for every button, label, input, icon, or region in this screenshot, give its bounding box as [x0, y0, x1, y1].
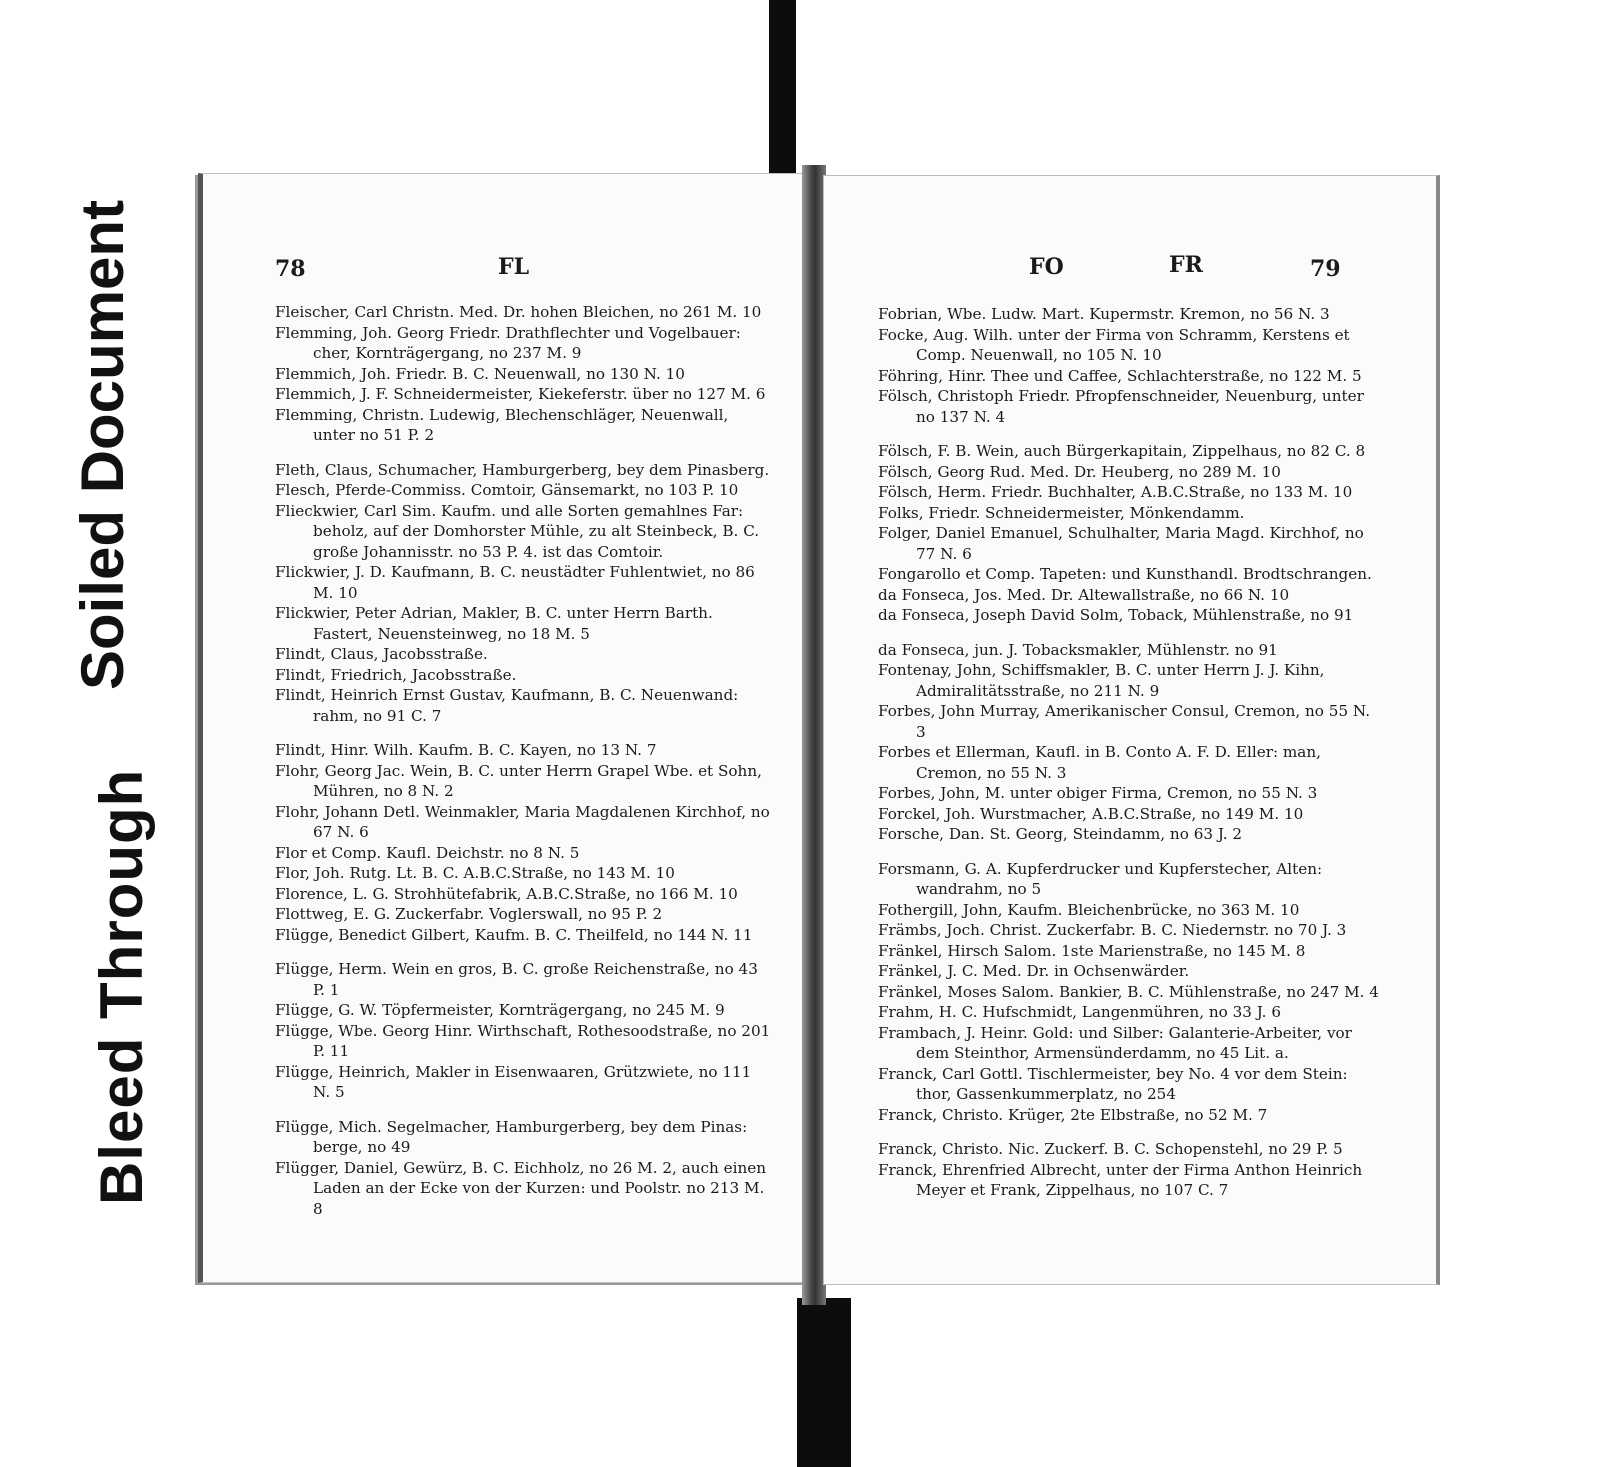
binding-strap-bottom — [797, 1298, 851, 1467]
directory-entry: Franck, Carl Gottl. Tischlermeister, bey No. 4 vor dem Stein: thor, Gassenkummerplatz, no 254 — [878, 1064, 1348, 1103]
right-page-header-left: FO — [1029, 254, 1064, 280]
directory-entry: Forbes, John, M. unter obiger Firma, Cremon, no 55 N. 3 — [878, 784, 1318, 802]
directory-entry: Franck, Christo. Krüger, 2te Elbstraße, no 52 M. 7 — [878, 1105, 1268, 1124]
directory-entry: Flickwier, Peter Adrian, Makler, B. C. unter Herrn Barth. Fastert, Neuensteinweg, no 18 M. 5 — [275, 604, 713, 643]
directory-entry: Flindt, Claus, Jacobsstraße. — [275, 645, 488, 663]
right-entries — [878, 304, 1383, 1201]
directory-entry: Flesch, Pferde-Commiss. Comtoir, Gänsemarkt, no 103 P. 10 — [275, 481, 739, 499]
directory-entry: Flügge, G. W. Töpfermeister, Kornträgergang, no 245 M. 9 — [275, 1001, 725, 1019]
directory-entry: Franck, Christo. Nic. Zuckerf. B. C. Schopenstehl, no 29 P. 5 — [878, 1140, 1343, 1158]
left-page — [198, 173, 810, 1283]
right-page-number: 79 — [1310, 256, 1341, 282]
directory-entry: Flügge, Heinrich, Makler in Eisenwaaren, Grützwiete, no 111 N. 5 — [275, 1062, 752, 1101]
directory-entry: Flindt, Hinr. Wilh. Kaufm. B. C. Kayen, no 13 N. 7 — [275, 741, 657, 759]
directory-entry: Forbes et Ellerman, Kaufl. in B. Conto A. F. D. Eller: man, Cremon, no 55 N. 3 — [878, 743, 1321, 782]
directory-entry: Flickwier, J. D. Kaufmann, B. C. neustädter Fuhlentwiet, no 86 M. 10 — [275, 563, 755, 602]
directory-entry: Frahm, H. C. Hufschmidt, Langenmühren, no 33 J. 6 — [878, 1003, 1281, 1021]
directory-entry: Forbes, John Murray, Amerikanischer Consul, Cremon, no 55 N. 3 — [878, 702, 1371, 741]
directory-entry: Folger, Daniel Emanuel, Schulhalter, Maria Magd. Kirchhof, no 77 N. 6 — [878, 524, 1364, 563]
bleed-through-label: Bleed Through — [88, 768, 155, 1205]
directory-entry: Fränkel, Moses Salom. Bankier, B. C. Mühlenstraße, no 247 M. 4 — [878, 982, 1379, 1001]
directory-entry: Flügge, Benedict Gilbert, Kaufm. B. C. Theilfeld, no 144 N. 11 — [275, 925, 753, 944]
directory-entry: Flor, Joh. Rutg. Lt. B. C. A.B.C.Straße, no 143 M. 10 — [275, 864, 675, 882]
left-page-header: FL — [498, 254, 530, 280]
directory-entry: Fongarollo et Comp. Tapeten: und Kunsthandl. Brodtschrangen. — [878, 565, 1372, 583]
right-page-header-right: FR — [1169, 252, 1203, 278]
directory-entry: da Fonseca, Jos. Med. Dr. Altewallstraße, no 66 N. 10 — [878, 585, 1290, 604]
directory-entry: Fölsch, F. B. Wein, auch Bürgerkapitain, Zippelhaus, no 82 C. 8 — [878, 442, 1366, 460]
directory-entry: Fölsch, Herm. Friedr. Buchhalter, A.B.C.Straße, no 133 M. 10 — [878, 483, 1353, 501]
open-book — [180, 165, 1455, 1305]
directory-entry: Fränkel, J. C. Med. Dr. in Ochsenwärder. — [878, 962, 1190, 980]
directory-entry: Flindt, Heinrich Ernst Gustav, Kaufmann, B. C. Neuenwand: rahm, no 91 C. 7 — [275, 686, 739, 725]
directory-entry: Fothergill, John, Kaufm. Bleichenbrücke, no 363 M. 10 — [878, 900, 1300, 919]
directory-entry: Fölsch, Georg Rud. Med. Dr. Heuberg, no 289 M. 10 — [878, 462, 1281, 481]
directory-entry: Föhring, Hinr. Thee und Caffee, Schlachterstraße, no 122 M. 5 — [878, 366, 1362, 385]
directory-entry: Flemming, Christn. Ludewig, Blechenschläger, Neuenwall, unter no 51 P. 2 — [275, 405, 729, 444]
directory-entry: Främbs, Joch. Christ. Zuckerfabr. B. C. Niedernstr. no 70 J. 3 — [878, 921, 1347, 939]
directory-entry: Frambach, J. Heinr. Gold: und Silber: Galanterie-Arbeiter, vor dem Steinthor, Armensünderdamm, no 45 Lit. a. — [878, 1023, 1352, 1062]
directory-entry: Flieckwier, Carl Sim. Kaufm. und alle Sorten gemahlnes Far: beholz, auf der Domhorster Mühle, zu alt Steinbeck, B. C. große Johannisstr. no 53 P. 4. ist das Comtoir. — [275, 501, 760, 561]
left-page-number: 78 — [275, 256, 306, 282]
directory-entry: Fölsch, Christoph Friedr. Pfropfenschneider, Neuenburg, unter no 137 N. 4 — [878, 387, 1364, 426]
left-entries — [275, 302, 773, 1219]
directory-entry: Flottweg, E. G. Zuckerfabr. Voglerswall, no 95 P. 2 — [275, 905, 663, 923]
directory-entry: Franck, Ehrenfried Albrecht, unter der Firma Anthon Heinrich Meyer et Frank, Zippelhaus, no 107 C. 7 — [878, 1160, 1363, 1199]
soiled-document-label: Soiled Document — [69, 199, 136, 690]
directory-entry: Fontenay, John, Schiffsmakler, B. C. unter Herrn J. J. Kihn, Admiralitätsstraße, no 211 N. 9 — [878, 661, 1325, 700]
directory-entry: Folks, Friedr. Schneidermeister, Mönkendamm. — [878, 503, 1245, 522]
directory-entry: Flor et Comp. Kaufl. Deichstr. no 8 N. 5 — [275, 843, 580, 862]
directory-entry: Flohr, Johann Detl. Weinmakler, Maria Magdalenen Kirchhof, no 67 N. 6 — [275, 802, 770, 841]
directory-entry: Forsmann, G. A. Kupferdrucker und Kupferstecher, Alten: wandrahm, no 5 — [878, 859, 1323, 898]
directory-entry: Flemming, Joh. Georg Friedr. Drathflechter und Vogelbauer: cher, Kornträgergang, no 237 M. 9 — [275, 323, 741, 362]
directory-entry: Flindt, Friedrich, Jacobsstraße. — [275, 665, 517, 684]
directory-entry: Flügger, Daniel, Gewürz, B. C. Eichholz, no 26 M. 2, auch einen Laden an der Ecke von der Kurzen: und Poolstr. no 213 M. 8 — [275, 1158, 767, 1218]
directory-entry: Florence, L. G. Strohhütefabrik, A.B.C.Straße, no 166 M. 10 — [275, 884, 738, 903]
directory-entry: Flemmich, J. F. Schneidermeister, Kiekeferstr. über no 127 M. 6 — [275, 385, 766, 403]
directory-entry: Flügge, Herm. Wein en gros, B. C. große Reichenstraße, no 43 P. 1 — [275, 960, 758, 999]
directory-entry: Fleischer, Carl Christn. Med. Dr. hohen Bleichen, no 261 M. 10 — [275, 303, 762, 321]
directory-entry: da Fonseca, jun. J. Tobacksmakler, Mühlenstr. no 91 — [878, 640, 1278, 659]
directory-entry: Flügge, Mich. Segelmacher, Hamburgerberg, bey dem Pinas: berge, no 49 — [275, 1117, 748, 1156]
directory-entry: Forsche, Dan. St. Georg, Steindamm, no 63 J. 2 — [878, 825, 1243, 843]
directory-entry: Flohr, Georg Jac. Wein, B. C. unter Herrn Grapel Wbe. et Sohn, Mühren, no 8 N. 2 — [275, 761, 762, 800]
directory-entry: Fleth, Claus, Schumacher, Hamburgerberg, bey dem Pinasberg. — [275, 460, 770, 479]
directory-entry: Fränkel, Hirsch Salom. 1ste Marienstraße, no 145 M. 8 — [878, 941, 1306, 960]
directory-entry: Forckel, Joh. Wurstmacher, A.B.C.Straße, no 149 M. 10 — [878, 804, 1304, 823]
right-page — [823, 175, 1440, 1285]
directory-entry: da Fonseca, Joseph David Solm, Toback, Mühlenstraße, no 91 — [878, 606, 1354, 624]
directory-entry: Focke, Aug. Wilh. unter der Firma von Schramm, Kerstens et Comp. Neuenwall, no 105 N. 10 — [878, 325, 1350, 364]
directory-entry: Flemmich, Joh. Friedr. B. C. Neuenwall, no 130 N. 10 — [275, 364, 685, 383]
directory-entry: Flügge, Wbe. Georg Hinr. Wirthschaft, Rothesoodstraße, no 201 P. 11 — [275, 1021, 771, 1060]
directory-entry: Fobrian, Wbe. Ludw. Mart. Kupermstr. Kremon, no 56 N. 3 — [878, 305, 1330, 323]
